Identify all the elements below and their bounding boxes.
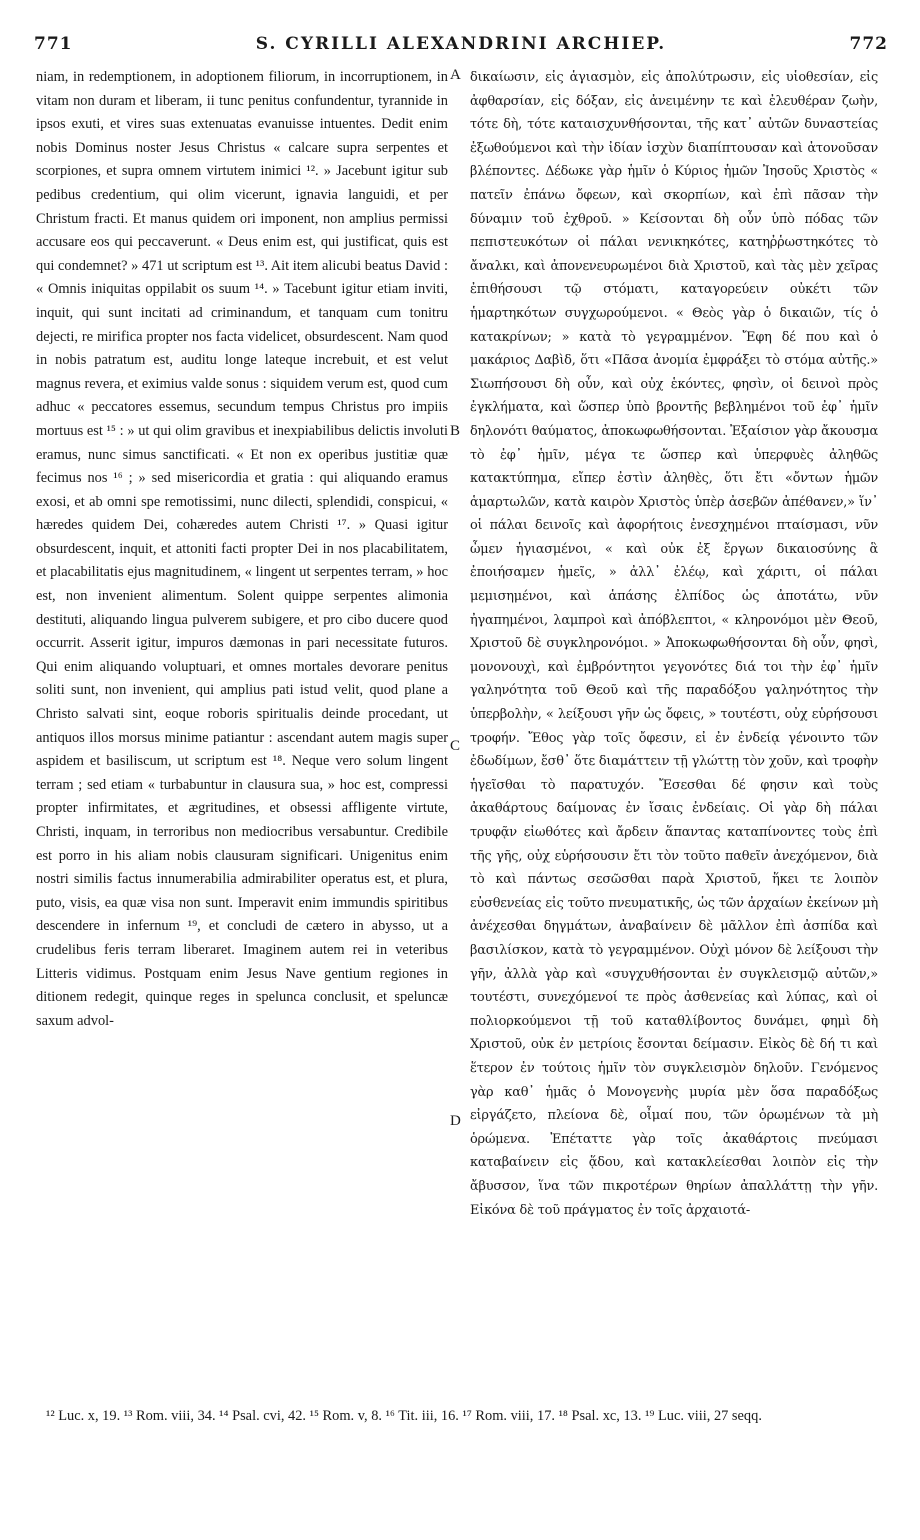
page-number-left: 771	[34, 34, 73, 54]
running-title: S. CYRILLI ALEXANDRINI ARCHIEP.	[255, 34, 667, 54]
margin-letter-c: C	[450, 738, 461, 754]
latin-column: niam, in redemptionem, in adoptionem filiorum, in incorruptionem, in vitam non duram et liberam, ii tunc penitus confundentur, tyrannide in ipsos exuti, et vires suas extenuatas evanuisse intuentes. Dedit enim nobis Dominus noster Jesus Christus « calcare supra serpentes et scorpiones, et supra omnem virtutem inimici ¹². » Jacebunt igitur sub pedibus credentium, qui olim vicerunt, ignavia languidi, et per Christum fracti. Et manus quidem ori imponent, non amplius permissi accusare eos qui peccaverunt. « Deus enim est, qui justificat, quis est qui condemnet? » 471 ut scriptum est ¹³. Ait item alicubi beatus David : « Omnis iniquitas oppilabit os suum ¹⁴. » Tacebunt igitur etiam inviti, inquit, qui sunt incitati ad criminandum, et tanquam cum tonitru dejecti, re mirifica propter nos facta videlicet, obsurdescent. Nam quod in nobis patratum est, auditu longe lateque increbuit, et est velut magnus revera, et eximius valde sonus : siquidem verum est, quod cum adhuc « peccatores essemus, secundum tempus Christus pro impiis mortuus est ¹⁵ : » ut qui olim gravibus et inexpiabilibus delictis involuti eramus, nunc simus sanctificati. « Et non ex operibus justitiæ quæ fecimus nos ¹⁶ ; » sed misericordia et gratia : qui aliquando eramus exosi, et ab omni spe remotissimi, nunc dilecti, splendidi, conspicui, « hæredes quidem Dei, cohæredes autem Christi ¹⁷. » Quasi igitur obsurdescent, inquit, et attoniti facti propter Dei in nos placabilitatem, et placabilitatis ejus magnitudinem, « lingent ut serpentes terram, » hoc est, non invenient alimentum. Solent quippe serpentes alimonia destituti, aliquando lingua pulverem subigere, et pro cibo ducere quod occurrit. Asserit igitur, impuros dæmonas in pari necessitate futuros. Qui enim aliquando voluptuari, et omnes mortales devorare penitus soliti sunt, non invenient, qui amplius pati istud velit, quod plane a Christo salvati sint, eoque roboris spiritualis deinde procedant, ut antiquos illos morsus minime patiantur : ascendant autem magis super aspidem et basiliscum, ut scriptum est ¹⁸. Neque vero solum lingent terram ; sed etiam « turbabuntur in clausura sua, » hoc est, compressi propter infirmitates, et ægritudines, et obsessi affligente virtute, Christi, inquam, in terroribus non mediocribus versabuntur. Credibile est porro in his aliam nobis clausuram significari. Unigenitus enim nostri similis factus innumerabilia admirabiliter operatus est, et plura, puto, visis, ea quæ visa non sunt. Imperavit enim immundis spiritibus descendere in infernum ¹⁹, et concludi de cætero in abysso, ut a crudelibus feris terram liberaret. Imaginem autem rei in veteribus Litteris vidimus. Postquam enim Jesus Nave gentium regiones in ditionem redegit, quinque reges in spelunca conclusit, et speluncæ saxum advol-	[36, 69, 448, 1029]
margin-letter-a: A	[450, 67, 461, 83]
page-header	[30, 22, 892, 56]
footnotes: ¹² Luc. x, 19. ¹³ Rom. viii, 34. ¹⁴ Psal. cvi, 42. ¹⁵ Rom. v, 8. ¹⁶ Tit. iii, 16. ¹⁷ Rom. viii, 17. ¹⁸ Psal. xc, 13. ¹⁹ Luc. viii, 27 seqq.	[46, 1408, 762, 1424]
greek-column: δικαίωσιν, εἰς ἁγιασμὸν, εἰς ἀπολύτρωσιν, εἰς υἱοθεσίαν, εἰς ἀφθαρσίαν, εἰς δόξαν, εἰς ἀνειμένην τε καὶ ἐλευθέραν ζωὴν, τότε δὴ, τότε καταισχυνθήσονται, τῆς κατ᾽ αὐτῶν δυναστείας ἐξωθούμενοι καὶ τὴν ἰδίαν ἰσχὺν διαπίπτουσαν καὶ ἀτονοῦσαν βλέποντες. Δέδωκε γὰρ ἡμῖν ὁ Κύριος ἡμῶν Ἰησοῦς Χριστὸς « πατεῖν ἐπάνω ὄφεων, καὶ σκορπίων, καὶ ἐπὶ πᾶσαν τὴν δύναμιν τοῦ ἐχθροῦ. » Κείσονται δὴ οὖν ὑπὸ πόδας τῶν πεπιστευκότων οἱ πάλαι νενικηκότες, κατηῤῥωστηκότες τὸ ἄναλκι, καὶ ἀπονενευρωμένοι διὰ Χριστοῦ, καὶ τὰς μὲν χεῖρας ἐπιθήσουσι τῷ στόματι, καταγορεύειν οὐκέτι τῶν ἡμαρτηκότων συγχωρούμενοι. « Θεὸς γὰρ ὁ δικαιῶν, τίς ὁ κατακρίνων; » κατὰ τὸ γεγραμμένον. Ἔφη δέ που καὶ ὁ μακάριος Δαβὶδ, ὅτι «Πᾶσα ἀνομία ἐμφράξει τὸ στόμα αὐτῆς.» Σιωπήσουσι δὴ οὖν, καὶ οὐχ ἑκόντες, φησὶν, οἱ δεινοὶ πρὸς ἐγκλήματα, καὶ ὥσπερ ὑπὸ βροντῆς βεβλημένοι τοῦ ἐφ᾽ ἡμῖν δηλονότι θαύματος, ἀποκωφωθήσονται. Ἐξαίσιον γὰρ ἄκουσμα τὸ ἐφ᾽ ἡμῖν, μέγα τε ὥσπερ καὶ ὑπερφυὲς ἀληθῶς κατακτύπημα, εἴπερ ἐστὶν ἀληθὲς, ὅτι ἔτι «ὄντων ἡμῶν ἁμαρτωλῶν, κατὰ καιρὸν Χριστὸς ὑπὲρ ἀσεβῶν ἀπέθανεν,» ἵν᾽ οἱ πάλαι δεινοῖς καὶ ἀφορήτοις ἐνεσχημένοι πταίσμασι, νῦν ὦμεν ἡγιασμένοι, « καὶ οὐκ ἐξ ἔργων δικαιοσύνης ἃ ἐποιήσαμεν ἡμεῖς, » ἀλλ᾽ ἐλέῳ, καὶ χάριτι, οἱ πάλαι μεμισημένοι, καὶ ἁπάσης ἐλπίδος ὡς ἀποτάτω, νῦν ἠγαπημένοι, λαμπροὶ καὶ ἀπόβλεπτοι, « κληρονόμοι μὲν Θεοῦ, Χριστοῦ δὲ συγκληρονόμοι. » Ἀποκωφωθήσονται δὴ οὖν, φησὶ, μονονουχὶ, καὶ ἐμβρόντητοι γεγονότες διά τοι τὴν ἐφ᾽ ἡμῖν γαληνότητα τοῦ Θεοῦ καὶ τῆς παραδόξου γαληνότητος τὴν ὑπερβολὴν, « λείξουσι γῆν ὡς ὄφεις, » τουτέστι, οὐχ εὑρήσουσι τροφήν. Ἔθος γὰρ τοῖς ὄφεσιν, εἰ ἐν ἐνδείᾳ γένοιντο τῶν ἐδωδίμων, ἔσθ᾽ ὅτε διαμάττειν τῇ γλώττῃ τὸν χοῦν, καὶ τροφὴν ἡγεῖσθαι τὸ παρατυχόν. Ἔσεσθαι δέ φησιν καὶ τοὺς ἀκαθάρτους δαίμονας ἐν ἴσαις ἐνδείαις. Οἱ γὰρ δὴ πάλαι τρυφᾷν εἰωθότες καὶ ἄρδειν ἅπαντας καταπίνοντες τοὺς ἐπὶ τῆς γῆς, οὐχ εὑρήσουσιν ἔτι τὸν τοῦτο παθεῖν ἀνεχόμενον, διὰ τὸ καὶ πάντως σεσῶσθαι παρὰ Χριστοῦ, ἥκει τε λοιπὸν εὐσθενείας εἰς τοῦτο πνευματικῆς, ὡς τῶν ἀρχαίων ἐκείνων μὴ ἀνέχεσθαι δηγμάτων, ἀναβαίνειν δὲ μᾶλλον ἐπὶ ἀσπίδα καὶ βασιλίσκον, κατὰ τὸ γεγραμμένον. Οὐχὶ μόνον δὲ λείξουσι τὴν γῆν, ἀλλὰ γὰρ καὶ «συγχυθήσονται ἐν συγκλεισμῷ αὐτῶν,» τουτέστι, συνεχόμενοί τε πρὸς ἀσθενείας καὶ λύπας, καὶ οἱ πολιορκούμενοι τῇ τοῦ καταθλίβοντος δυνάμει, φημὶ δὴ Χριστοῦ, οὐκ ἐν μετρίοις ἔσονται δείμασιν. Εἰκὸς δὲ δή τι καὶ ἕτερον ἐν τούτοις ἡμῖν τὸν συγκλεισμὸν δηλοῦν. Γενόμενος γὰρ καθ᾽ ἡμᾶς ὁ Μονογενὴς μυρία μὲν ὅσα παραδόξως εἰργάζετο, πλείονα δὲ, οἶμαί που, τῶν ὁρωμένων τὰ μὴ ὁρώμενα. Ἐπέταττε γὰρ τοῖς ἀκαθάρτοις πνεύμασι καταβαίνειν εἰς ᾅδου, καὶ κατακλείεσθαι λοιπὸν εἰς τὴν ἄβυσσον, ἵνα τῶν πικροτέρων θηρίων ἀπαλλάττῃ τὴν γῆν. Εἰκόνα δὲ τοῦ πράγματος ἐν τοῖς ἀρχαιοτά-	[470, 70, 878, 1218]
margin-letter-b: B	[450, 423, 461, 439]
page-number-right: 772	[849, 34, 888, 54]
margin-letter-d: D	[450, 1113, 461, 1129]
